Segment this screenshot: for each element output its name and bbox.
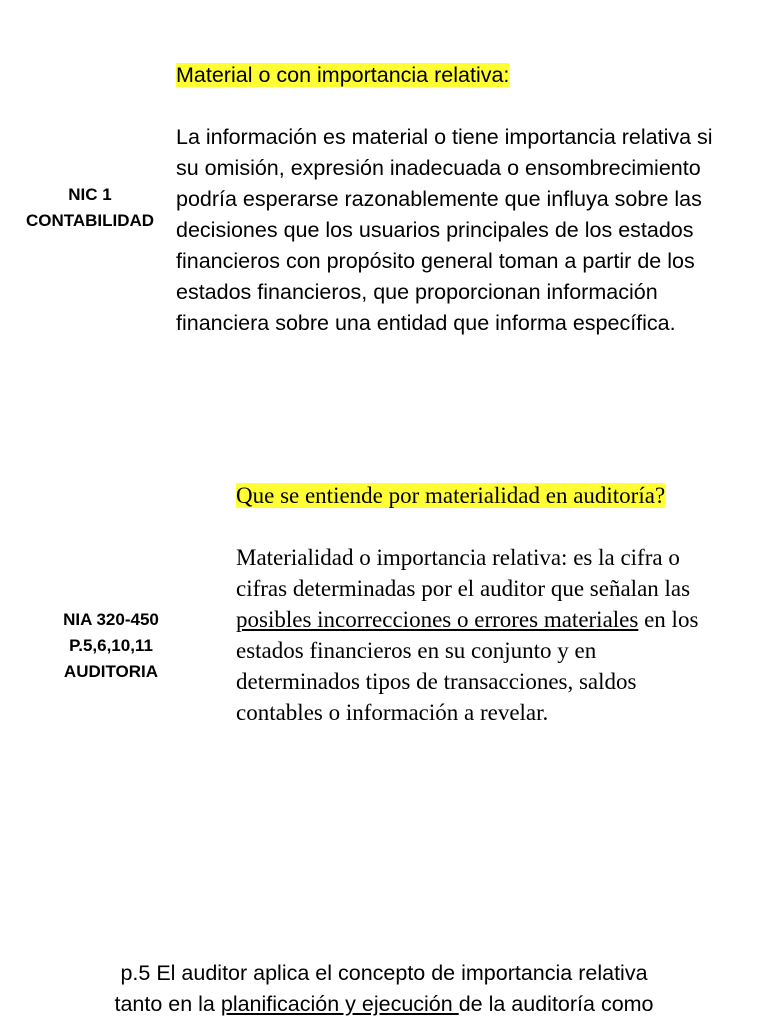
footer-line xyxy=(0,989,768,1020)
nia-definition-paragraph xyxy=(236,542,706,728)
nic1-definition-block xyxy=(176,60,736,339)
nia-question-highlight: Que se entiende por materialidad en auditoría? xyxy=(236,483,666,508)
nia-underlined-text: posibles incorrecciones o errores materiales xyxy=(236,607,639,632)
footer-text: tanto en la xyxy=(114,992,221,1016)
footer-paragraph xyxy=(0,958,768,1020)
nic1-section-label xyxy=(14,182,166,234)
nic1-heading xyxy=(176,60,736,91)
footer-line: p.5 El auditor aplica el concepto de importancia relativa xyxy=(120,961,648,985)
nic1-definition-paragraph: La información es material o tiene importancia relativa si su omisión, expresión inadecuada o ensombrecimiento podría esperarse razonablemente que influya sobre las decisiones que los usuarios principales de los estados financieros con propósito general toman a partir de los estados financieros, que proporcionan información financiera sobre una entidad que informa específica. xyxy=(176,125,713,335)
nia-definition-block xyxy=(236,480,706,728)
nic1-label-line: NIC 1 xyxy=(68,185,112,204)
paragraphs-label-line: P.5,6,10,11 xyxy=(69,636,153,655)
nia-label-line: NIA 320-450 xyxy=(63,610,159,629)
nia-question-heading xyxy=(236,480,706,511)
footer-text-end: de la auditoría como xyxy=(458,992,654,1016)
auditoria-label-line: AUDITORIA xyxy=(63,662,159,681)
contabilidad-label-line: CONTABILIDAD xyxy=(25,211,155,230)
footer-underlined-text: planificación y ejecución xyxy=(220,992,459,1016)
nia-section-label xyxy=(28,607,194,685)
nic1-heading-highlight: Material o con importancia relativa: xyxy=(176,63,510,87)
nia-paragraph-text: Materialidad o importancia relativa: es la cifra o cifras determinadas por el auditor que señalan las xyxy=(236,545,691,601)
nia-paragraph-text-end: en los estados financieros en su conjunto y en determinados tipos de transacciones, saldos contables o información a revelar. xyxy=(236,607,699,725)
